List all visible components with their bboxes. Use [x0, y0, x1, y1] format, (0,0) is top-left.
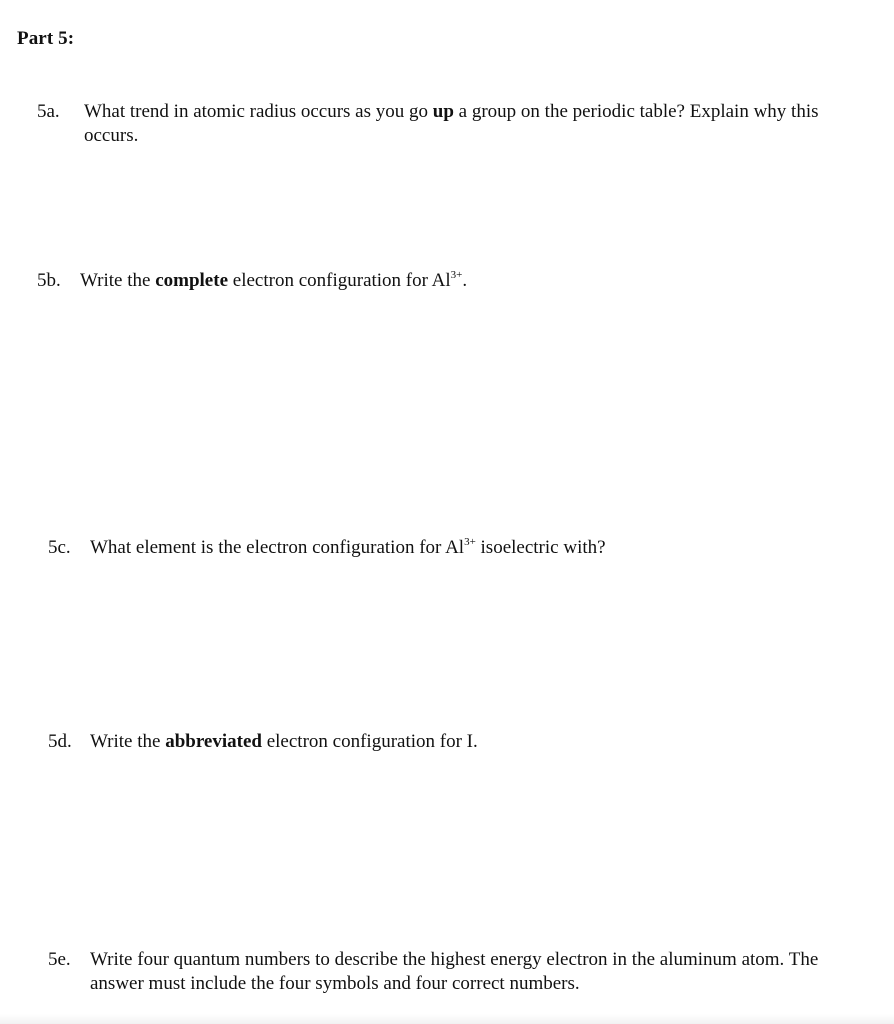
question-text-part: a group on the periodic table? Explain why this occurs.: [84, 101, 819, 146]
question-number: 5c.: [48, 537, 71, 558]
question-number: 5a.: [37, 101, 60, 122]
question-5a: [37, 100, 837, 148]
emphasis-text: up: [432, 101, 454, 122]
question-number: 5b.: [37, 270, 61, 291]
part-title: Part 5:: [17, 28, 75, 49]
question-text: [84, 100, 829, 148]
question-text-part: .: [462, 270, 468, 291]
question-text-part: Write four quantum numbers to describe the highest energy electron in the aluminum atom. The answer must include the four symbols and four correct numbers.: [90, 949, 819, 994]
ion-charge-superscript: 3+: [450, 268, 463, 281]
question-5c: [48, 536, 848, 560]
question-5e: [48, 948, 868, 996]
question-text-part: What element is the electron configuration for Al: [90, 537, 465, 558]
question-text: [80, 269, 837, 293]
question-text-part: isoelectric with?: [475, 537, 606, 558]
question-text-part: Write the: [90, 731, 166, 752]
question-5d: [48, 730, 848, 754]
question-number: 5e.: [48, 949, 71, 970]
question-text-part: What trend in atomic radius occurs as you go: [84, 101, 433, 122]
question-number: 5d.: [48, 731, 72, 752]
question-text-part: electron configuration for I.: [261, 731, 478, 752]
question-text: [90, 730, 848, 754]
question-5b: [37, 269, 837, 293]
question-text: [90, 536, 848, 560]
emphasis-text: complete: [155, 270, 229, 291]
question-text: [90, 948, 830, 996]
page-bottom-edge: [0, 1014, 894, 1024]
emphasis-text: abbreviated: [165, 731, 262, 752]
question-text-part: Write the: [80, 270, 156, 291]
ion-charge-superscript: 3+: [464, 535, 476, 548]
question-text-part: electron configuration for Al: [228, 270, 451, 291]
